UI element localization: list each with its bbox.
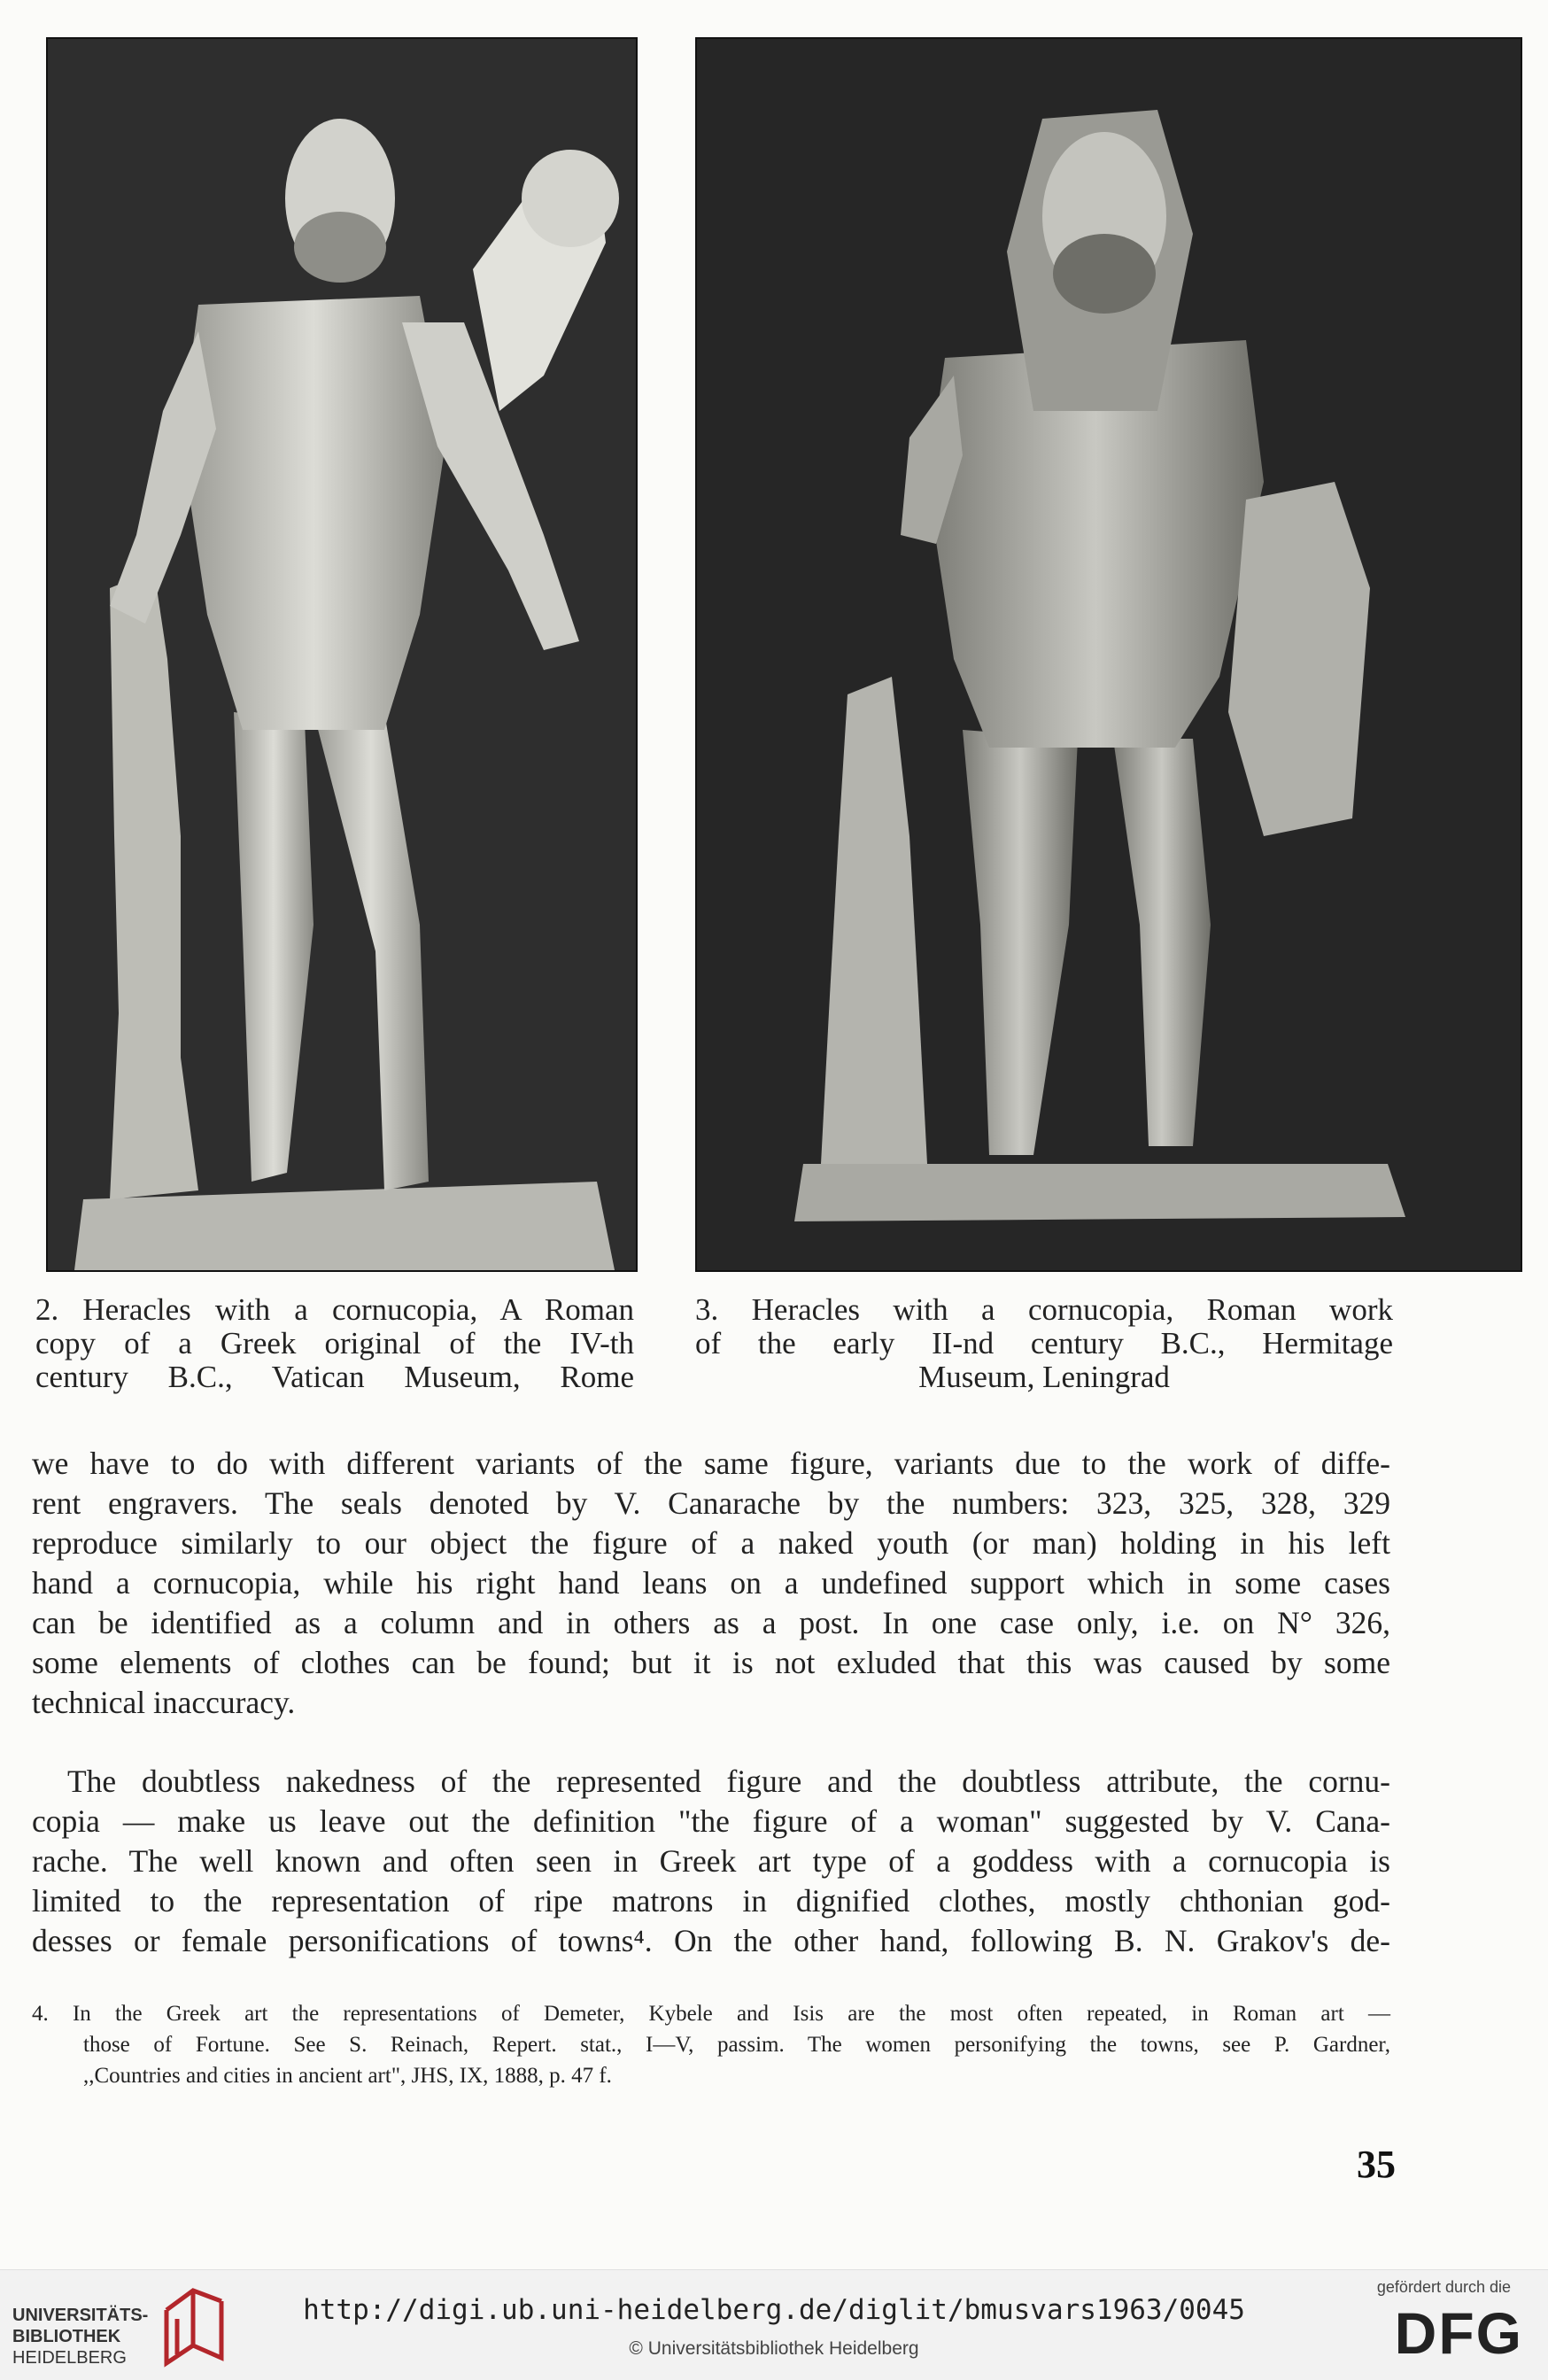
- text-line: can be identified as a column and in others as a post. In one case only, i.e. on N° 326,: [32, 1605, 1390, 1640]
- figure-caption-3: [695, 1293, 1393, 1394]
- caption-line: century B.C., Vatican Museum, Rome: [35, 1360, 634, 1394]
- footnote-line: ,,Countries and cities in ancient art", JHS, IX, 1888, p. 47 f.: [83, 2064, 612, 2088]
- text-line: rache. The well known and often seen in Greek art type of a goddess with a cornucopia is: [32, 1843, 1390, 1879]
- library-name-line: BIBLIOTHEK: [12, 2327, 121, 2346]
- photo-heracles-hermitage: [695, 37, 1522, 1272]
- body-paragraph-2: [32, 1762, 1390, 1961]
- text-line: desses or female personifications of towns⁴. On the other hand, following B. N. Grakov's de-: [32, 1923, 1390, 1958]
- caption-line: copy of a Greek original of the IV-th: [35, 1326, 634, 1361]
- footnote-line: those of Fortune. See S. Reinach, Repert. stat., I—V, passim. The women personifying the towns, see P. Gardner,: [83, 2033, 1390, 2057]
- caption-line: 3. Heracles with a cornucopia, Roman work: [695, 1292, 1393, 1327]
- text-line: The doubtless nakedness of the represented figure and the doubtless attribute, the cornu-: [67, 1764, 1390, 1799]
- text-line: reproduce similarly to our object the figure of a naked youth (or man) holding in his left: [32, 1525, 1390, 1561]
- statue-illustration-right: [697, 39, 1521, 1270]
- text-line: copia — make us leave out the definition "the figure of a woman" suggested by V. Cana-: [32, 1803, 1390, 1839]
- photo-heracles-vatican: [46, 37, 638, 1272]
- library-name-line: UNIVERSITÄTS-: [12, 2306, 149, 2325]
- footnote-line: 4. In the Greek art the representations of Demeter, Kybele and Isis are the most often repeated, in Roman art —: [32, 2002, 1390, 2026]
- footnote-4: [32, 1998, 1390, 2091]
- text-line: hand a cornucopia, while his right hand leans on a undefined support which in some cases: [32, 1565, 1390, 1601]
- text-line: we have to do with different variants of the same figure, variants due to the work of diffe-: [32, 1446, 1390, 1481]
- body-paragraph-1: [32, 1444, 1390, 1723]
- text-line: rent engravers. The seals denoted by V. Canarache by the numbers: 323, 325, 328, 329: [32, 1485, 1390, 1521]
- dfg-logo[interactable]: DFG: [1394, 2300, 1523, 2366]
- statue-illustration-left: [48, 39, 636, 1270]
- library-name-line: HEIDELBERG: [12, 2348, 127, 2368]
- text-line: some elements of clothes can be found; but it is not exluded that this was caused by some: [32, 1645, 1390, 1680]
- permalink-url[interactable]: http://digi.ub.uni-heidelberg.de/diglit/bmusvars1963/0045: [303, 2294, 1245, 2326]
- copyright-notice: © Universitätsbibliothek Heidelberg: [629, 2338, 919, 2359]
- text-line: limited to the representation of ripe matrons in dignified clothes, mostly chthonian god-: [32, 1883, 1390, 1919]
- page-number: 35: [1357, 2143, 1396, 2186]
- caption-line: of the early II-nd century B.C., Hermitage: [695, 1326, 1393, 1361]
- caption-line: Museum, Leningrad: [918, 1360, 1170, 1394]
- caption-line: 2. Heracles with a cornucopia, A Roman: [35, 1292, 634, 1327]
- figure-caption-2: [35, 1293, 634, 1394]
- sponsor-text: gefördert durch die: [1376, 2278, 1511, 2296]
- text-line: technical inaccuracy.: [32, 1685, 296, 1720]
